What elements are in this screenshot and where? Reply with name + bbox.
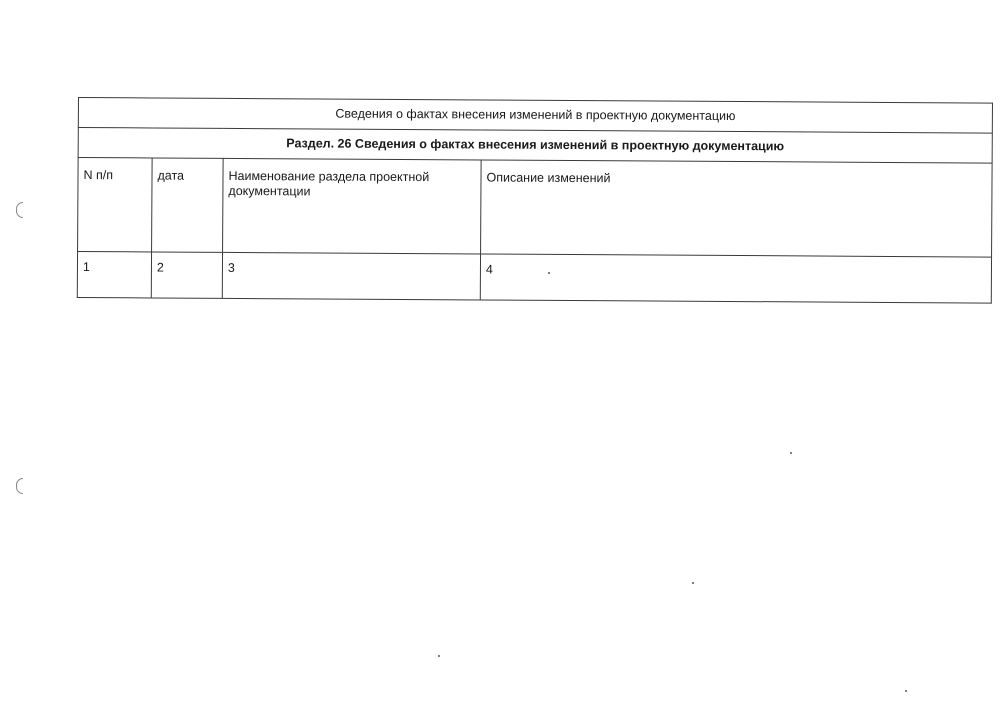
speck bbox=[692, 582, 694, 584]
section-title: Раздел. 26 Сведения о фактах внесения изменений в проектную документацию bbox=[78, 128, 992, 164]
column-number-cell: 1 bbox=[77, 252, 151, 298]
table-title: Сведения о фактах внесения изменений в проектную документацию bbox=[78, 98, 992, 134]
header-cell-date: дата bbox=[152, 158, 224, 252]
column-number-cell: 3 bbox=[222, 252, 480, 300]
scan-mark-bottom bbox=[16, 478, 23, 494]
header-cell-number: N п/п bbox=[78, 158, 153, 252]
column-number-cell: 2 bbox=[151, 252, 222, 298]
speck bbox=[905, 690, 907, 692]
speck bbox=[790, 452, 792, 454]
column-number-cell: 4 bbox=[480, 254, 991, 303]
scan-mark-top bbox=[16, 202, 23, 218]
column-numbers-row bbox=[77, 252, 991, 304]
changes-table bbox=[77, 97, 993, 304]
header-cell-description: Описание изменений bbox=[481, 160, 993, 257]
header-cell-section-name: Наименование раздела проектной документации bbox=[223, 158, 482, 254]
speck bbox=[438, 655, 440, 657]
header-row bbox=[78, 158, 993, 258]
